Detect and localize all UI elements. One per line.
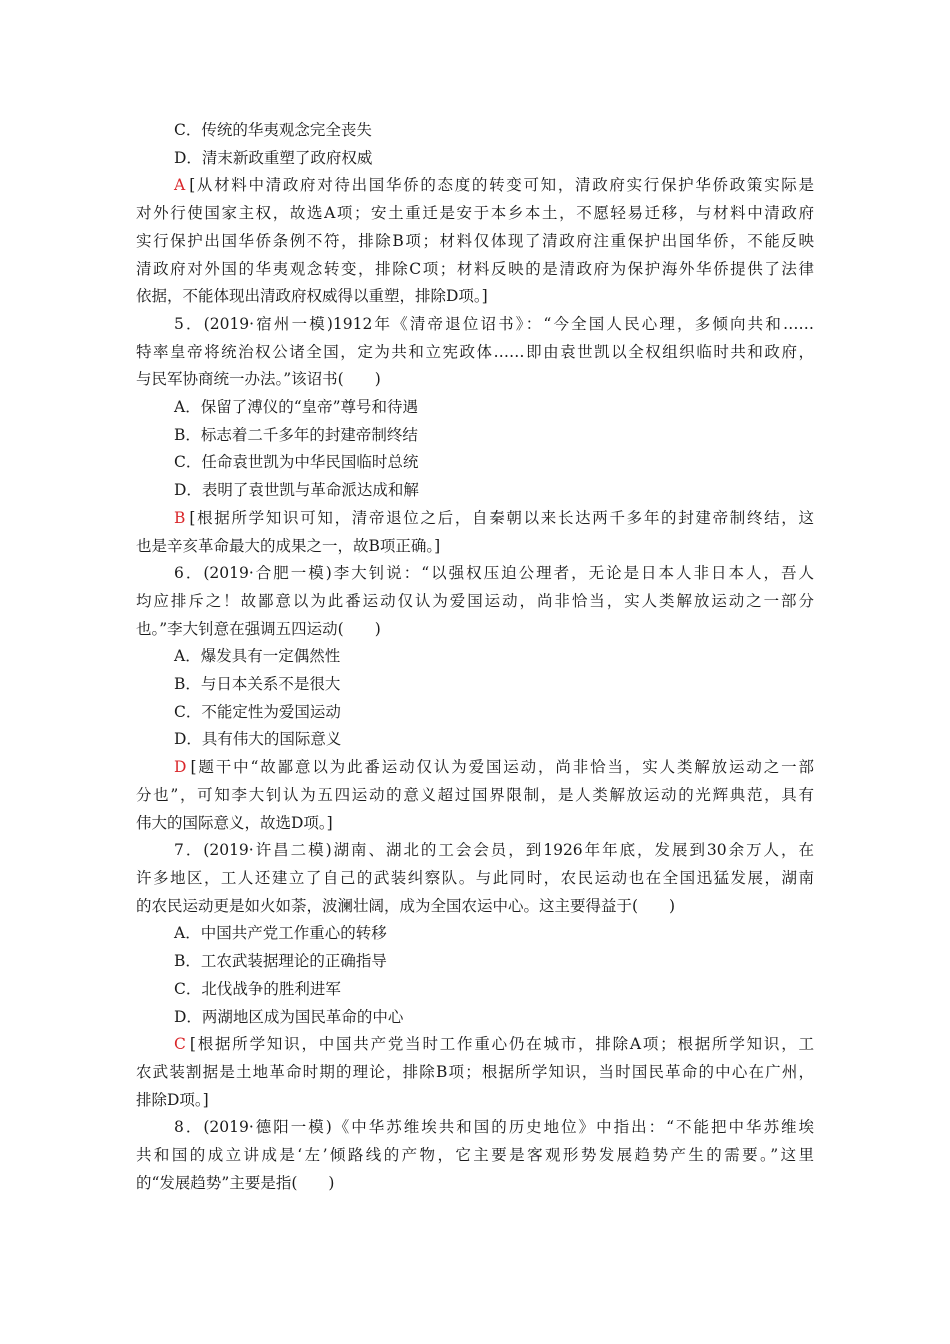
q8-stem-line: 8．(2019·德阳一模)《中华苏维埃共和国的历史地位》中指出：“不能把中华苏维埃 (174, 1118, 814, 1137)
q7-option-a: A．中国共产党工作重心的转移 (174, 924, 387, 943)
q5-stem-line: 与民军协商统一办法。”该诏书( ) (136, 370, 381, 389)
q5-stem-line: 5．(2019·宿州一模)1912年《清帝退位诏书》：“今全国人民心理，多倾向共和…… (174, 314, 814, 333)
q4-option-d: D．清末新政重塑了政府权威 (174, 148, 373, 167)
q5-answer-key: B (174, 508, 186, 527)
q5-explanation-text: [根据所学知识可知，清帝退位之后，自秦朝以来长达两千多年的封建帝制终结，这 (189, 508, 814, 527)
q4-explanation-text: [从材料中清政府对待出国华侨的态度的转变可知，清政府实行保护华侨政策实际是 (189, 176, 814, 195)
q7-answer-key: C (174, 1035, 186, 1054)
q4-explanation-line: 清政府对外国的华夷观念转变，排除C项；材料反映的是清政府为保护海外华侨提供了法律 (136, 259, 814, 278)
q5-option-d: D．表明了袁世凯与革命派达成和解 (174, 481, 419, 500)
q7-explanation-line: 排除D项。] (136, 1090, 209, 1109)
q4-explanation-line: 依据，不能体现出清政府权威得以重塑，排除D项。] (136, 287, 488, 306)
q8-stem-line: 共和国的成立讲成是‘左’倾路线的产物，它主要是客观形势发展趋势产生的需要。”这里 (136, 1146, 814, 1165)
q5-option-a: A．保留了溥仪的“皇帝”尊号和待遇 (174, 398, 419, 417)
document-page (136, 117, 814, 1197)
q7-explanation-text: [根据所学知识，中国共产党当时工作重心仍在城市，排除A项；根据所学知识，工 (189, 1035, 814, 1054)
q4-explanation-line: 对外行使国家主权，故选A项；安土重迁是安于本乡本土，不愿轻易迁移，与材料中清政府 (136, 204, 814, 223)
q5-option-b: B．标志着二千多年的封建帝制终结 (174, 425, 418, 444)
q6-explanation-text: [题干中“故鄙意以为此番运动仅认为爱国运动，尚非恰当，实人类解放运动之一部 (190, 758, 814, 777)
q6-stem-line: 6．(2019·合肥一模)李大钊说：“以强权压迫公理者，无论是日本人非日本人，吾人 (174, 564, 814, 583)
q6-option-a: A．爆发具有一定偶然性 (174, 647, 341, 666)
q6-explanation-line (136, 754, 814, 782)
q6-option-d: D．具有伟大的国际意义 (174, 730, 342, 749)
q7-explanation-line (136, 1031, 814, 1059)
q7-stem-line: 许多地区，工人还建立了自己的武装纠察队。与此同时，农民运动也在全国迅猛发展，湖南 (136, 868, 814, 887)
q7-option-b: B．工农武装据理论的正确指导 (174, 952, 387, 971)
q7-stem-line: 7．(2019·许昌二模)湖南、湖北的工会会员，到1926年年底，发展到30余万人，在 (174, 841, 814, 860)
q6-option-c: C．不能定性为爱国运动 (174, 702, 341, 721)
q5-explanation-line (136, 505, 814, 533)
q7-option-d: D．两湖地区成为国民革命的中心 (174, 1007, 404, 1026)
q5-option-c: C．任命袁世凯为中华民国临时总统 (174, 453, 419, 472)
q4-option-c: C．传统的华夷观念完全丧失 (174, 121, 372, 139)
q8-stem-line: 的“发展趋势”主要是指( ) (136, 1173, 335, 1192)
q6-option-b: B．与日本关系不是很大 (174, 675, 341, 694)
q6-stem-line: 均应排斥之！故鄙意以为此番运动仅认为爱国运动，尚非恰当，实人类解放运动之一部分 (136, 591, 814, 610)
q7-option-c: C．北伐战争的胜利进军 (174, 979, 341, 998)
q6-explanation-line: 分也”，可知李大钊认为五四运动的意义超过国界限制，是人类解放运动的光辉典范，具有 (136, 785, 814, 804)
q4-answer-key: A (174, 176, 186, 195)
q4-explanation-line (136, 172, 814, 200)
q6-answer-key: D (174, 758, 187, 777)
q6-stem-line: 也。”李大钊意在强调五四运动( ) (136, 619, 381, 638)
q7-stem-line: 的农民运动更是如火如荼，波澜壮阔，成为全国农运中心。这主要得益于( ) (136, 896, 676, 915)
q5-stem-line: 特率皇帝将统治权公诸全国，定为共和立宪政体……即由袁世凯以全权组织临时共和政府， (136, 342, 814, 361)
q7-explanation-line: 农武装割据是土地革命时期的理论，排除B项；根据所学知识，当时国民革命的中心在广州， (136, 1062, 814, 1081)
q4-explanation-line: 实行保护出国华侨条例不符，排除B项；材料仅体现了清政府注重保护出国华侨，不能反映 (136, 231, 814, 250)
q6-explanation-line: 伟大的国际意义，故选D项。] (136, 813, 333, 832)
q5-explanation-line: 也是辛亥革命最大的成果之一，故B项正确。] (136, 536, 441, 555)
